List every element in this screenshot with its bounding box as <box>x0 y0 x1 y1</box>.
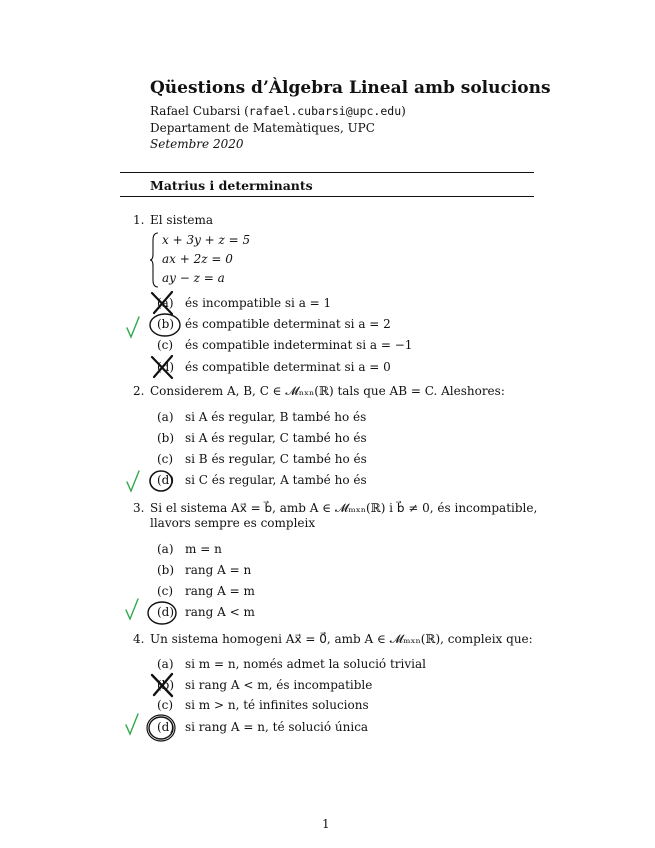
q4-option-c[interactable] <box>157 698 369 712</box>
check-mark-icon <box>124 598 140 622</box>
circle-mark-icon <box>146 713 176 743</box>
q1-equation-1: x + 3y + z = 5 <box>162 233 251 247</box>
option-label: (b) <box>157 431 175 445</box>
author-close: ) <box>401 104 406 118</box>
q1-stem: El sistema <box>150 213 214 227</box>
q3-option-b[interactable] <box>157 563 251 577</box>
option-label: (d) <box>157 605 175 619</box>
option-label: (d) <box>157 473 175 487</box>
option-label: (a) <box>157 410 174 424</box>
q2-option-b[interactable] <box>157 431 367 445</box>
q2-option-a[interactable] <box>157 410 366 424</box>
q1-option-a[interactable] <box>157 296 331 310</box>
option-label: (b) <box>157 563 175 577</box>
q4-option-b[interactable] <box>157 678 372 692</box>
option-text: si m = n, només admet la solució trivial <box>185 657 426 671</box>
option-label: (a) <box>157 657 174 671</box>
option-text: si A és regular, B també ho és <box>185 410 367 424</box>
author-email: rafael.cubarsi@upc.edu <box>248 104 402 118</box>
check-mark-icon <box>124 713 140 737</box>
q4-option-d[interactable] <box>157 720 368 734</box>
option-label: (d) <box>157 360 175 374</box>
option-text: si rang A < m, és incompatible <box>185 678 373 692</box>
q2-option-c[interactable] <box>157 452 367 466</box>
page-number: 1 <box>322 817 330 831</box>
author-name: Rafael Cubarsi ( <box>150 104 249 118</box>
section-rule-top <box>120 172 534 173</box>
option-text: si B és regular, C també ho és <box>185 452 367 466</box>
option-text: si A és regular, C també ho és <box>185 431 367 445</box>
q3-option-c[interactable] <box>157 584 255 598</box>
cross-mark-icon <box>150 672 176 698</box>
option-label: (c) <box>157 338 174 352</box>
option-label: (d) <box>157 720 175 734</box>
option-label: (a) <box>157 296 174 310</box>
q2-stem: Considerem A, B, C ∈ 𝓜ₙₓₙ(ℝ) tals que AB = C. Aleshores: <box>150 384 505 398</box>
circle-mark-icon <box>148 469 174 493</box>
q3-stem-line-1: Si el sistema Ax⃗ = b⃗, amb A ∈ 𝓜ₘₓₙ(ℝ) i b⃗ ≠ 0, és incompatible, <box>150 501 538 515</box>
check-mark-icon <box>125 470 141 494</box>
q1-option-b[interactable] <box>157 317 391 331</box>
option-text: si C és regular, A també ho és <box>185 473 367 487</box>
option-text: rang A = n <box>185 563 252 577</box>
option-label: (c) <box>157 452 174 466</box>
option-text: m = n <box>185 542 222 556</box>
circle-mark-icon <box>148 312 182 338</box>
date: Setembre 2020 <box>150 137 244 151</box>
option-text: és compatible determinat si a = 2 <box>185 317 391 331</box>
q4-stem: Un sistema homogeni Ax⃗ = 0⃗, amb A ∈ 𝓜ₘₓₙ(ℝ), compleix que: <box>150 632 533 646</box>
option-text: rang A < m <box>185 605 255 619</box>
q1-brace <box>150 232 160 288</box>
q3-stem-line-2: llavors sempre es compleix <box>150 516 316 530</box>
option-text: és incompatible si a = 1 <box>185 296 332 310</box>
section-rule-bottom <box>120 196 534 197</box>
q4-number: 4. <box>133 632 145 646</box>
q1-equation-2: ax + 2z = 0 <box>162 252 233 266</box>
option-label: (b) <box>157 317 175 331</box>
q1-equation-3: ay − z = a <box>162 271 225 285</box>
q4-option-a[interactable] <box>157 657 426 671</box>
author-line <box>150 104 406 118</box>
option-text: si rang A = n, té solució única <box>185 720 369 734</box>
q1-number: 1. <box>133 213 145 227</box>
page-title: Qüestions d’Àlgebra Lineal amb solucions <box>150 78 551 98</box>
department: Departament de Matemàtiques, UPC <box>150 121 375 135</box>
q1-option-c[interactable] <box>157 338 412 352</box>
q1-option-d[interactable] <box>157 360 391 374</box>
cross-mark-icon <box>150 354 176 380</box>
option-text: si m > n, té infinites solucions <box>185 698 369 712</box>
section-title: Matrius i determinants <box>150 178 313 193</box>
option-label: (c) <box>157 698 174 712</box>
option-label: (c) <box>157 584 174 598</box>
circle-mark-icon <box>146 600 178 626</box>
q2-option-d[interactable] <box>157 473 367 487</box>
option-label: (b) <box>157 678 175 692</box>
option-text: rang A = m <box>185 584 255 598</box>
q3-number: 3. <box>133 501 145 515</box>
option-text: és compatible indeterminat si a = −1 <box>185 338 413 352</box>
option-text: és compatible determinat si a = 0 <box>185 360 391 374</box>
option-label: (a) <box>157 542 174 556</box>
check-mark-icon <box>125 316 141 340</box>
q2-number: 2. <box>133 384 145 398</box>
q3-option-a[interactable] <box>157 542 222 556</box>
